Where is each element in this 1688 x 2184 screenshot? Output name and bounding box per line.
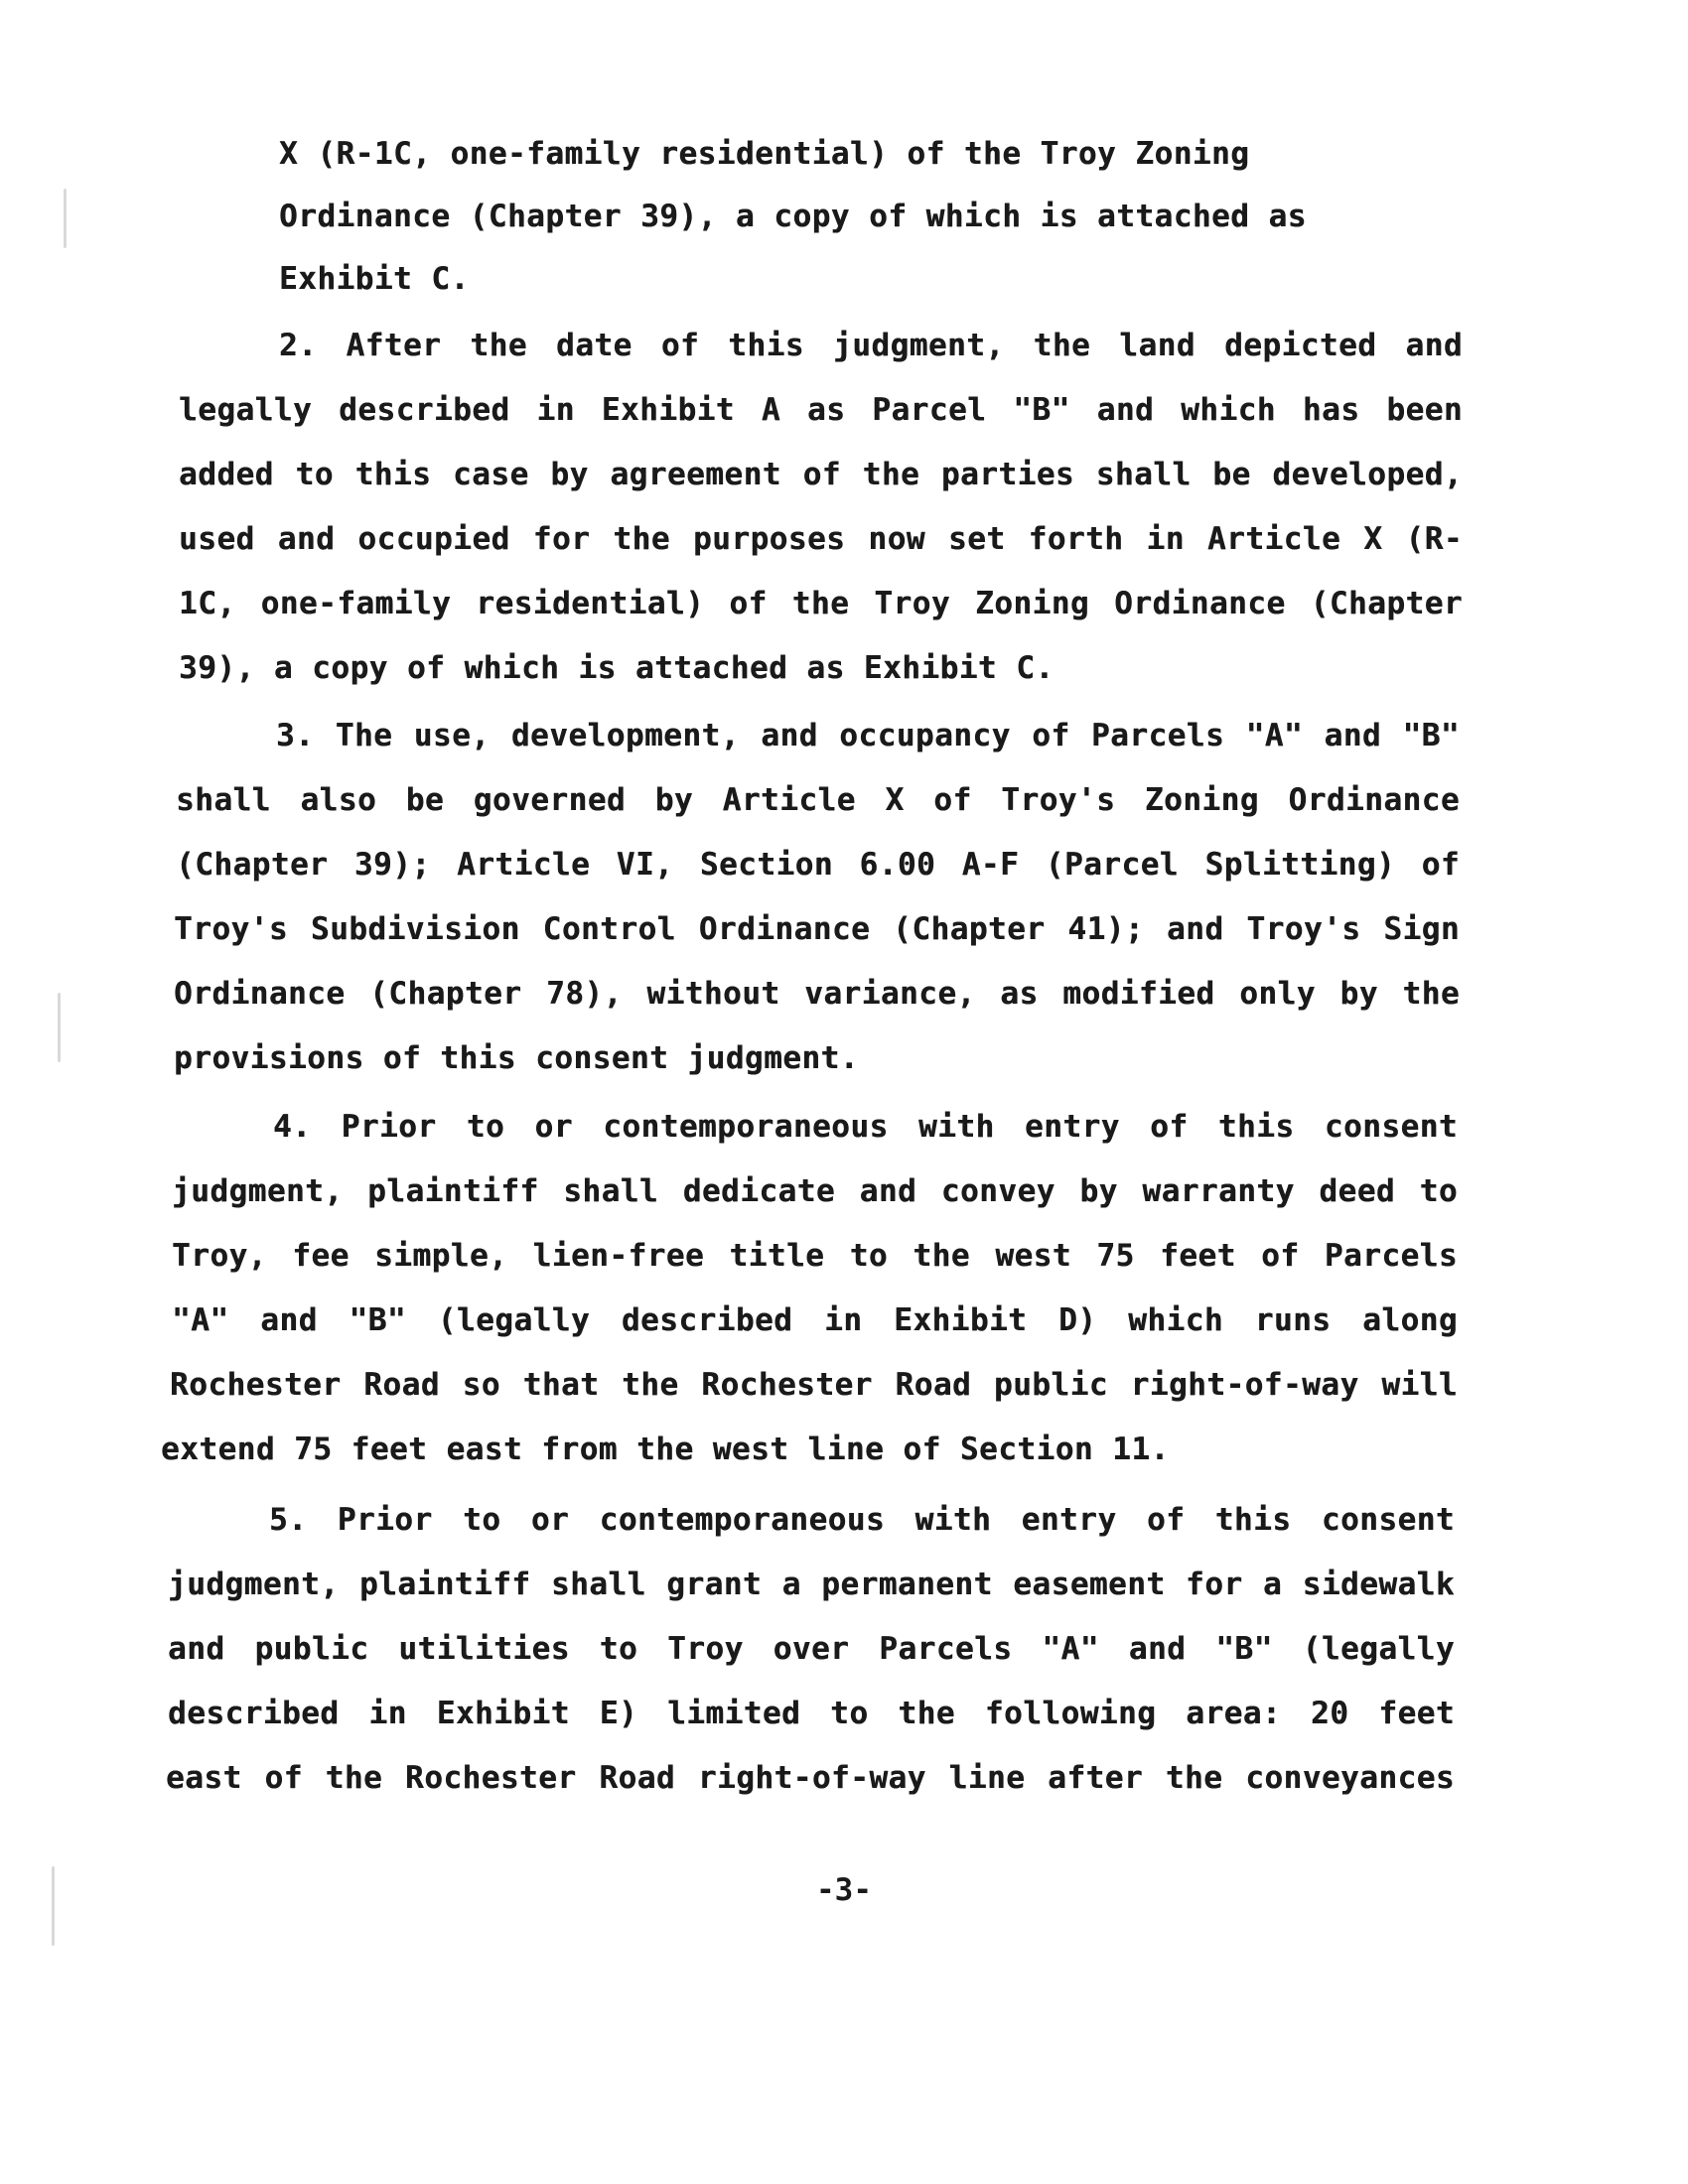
text-line-3: Exhibit C.: [279, 261, 470, 297]
text-line-9: 39), a copy of which is attached as Exhibit C.: [179, 650, 1055, 686]
scan-mark: [58, 993, 61, 1062]
text-line-24: and public utilities to Troy over Parcels "A" and "B" (legally: [168, 1631, 1455, 1667]
text-line-6: added to this case by agreement of the parties shall be developed,: [179, 457, 1463, 492]
text-line-21: extend 75 feet east from the west line of Section 11.: [161, 1432, 1170, 1467]
text-line-26: east of the Rochester Road right-of-way line after the conveyances: [166, 1760, 1455, 1796]
text-line-1: X (R-1C, one-family residential) of the Troy Zoning: [279, 136, 1250, 172]
text-line-7: used and occupied for the purposes now set forth in Article X (R-: [179, 521, 1463, 557]
text-line-8: 1C, one-family residential) of the Troy Zoning Ordinance (Chapter: [179, 586, 1463, 621]
text-line-17: judgment, plaintiff shall dedicate and convey by warranty deed to: [172, 1173, 1458, 1209]
text-line-2: Ordinance (Chapter 39), a copy of which is attached as: [279, 199, 1307, 234]
text-line-15: provisions of this consent judgment.: [174, 1040, 859, 1076]
page-number: -3-: [816, 1872, 872, 1908]
text-line-20: Rochester Road so that the Rochester Road public right-of-way will: [170, 1367, 1458, 1403]
text-line-14: Ordinance (Chapter 78), without variance, as modified only by the: [174, 976, 1460, 1012]
text-line-11: shall also be governed by Article X of Troy's Zoning Ordinance: [176, 782, 1460, 818]
text-line-25: described in Exhibit E) limited to the following area: 20 feet: [168, 1696, 1455, 1731]
text-line-16: 4. Prior to or contemporaneous with entry of this consent: [273, 1109, 1458, 1145]
text-line-19: "A" and "B" (legally described in Exhibit D) which runs along: [172, 1302, 1458, 1338]
text-line-13: Troy's Subdivision Control Ordinance (Chapter 41); and Troy's Sign: [174, 911, 1460, 947]
text-line-4: 2. After the date of this judgment, the land depicted and: [279, 328, 1463, 363]
scan-mark: [64, 189, 67, 248]
text-line-10: 3. The use, development, and occupancy of Parcels "A" and "B": [276, 718, 1460, 753]
text-line-22: 5. Prior to or contemporaneous with entry of this consent: [269, 1502, 1455, 1538]
text-line-18: Troy, fee simple, lien-free title to the west 75 feet of Parcels: [172, 1238, 1458, 1274]
text-line-12: (Chapter 39); Article VI, Section 6.00 A-F (Parcel Splitting) of: [176, 847, 1460, 883]
text-line-5: legally described in Exhibit A as Parcel "B" and which has been: [179, 392, 1463, 428]
text-line-23: judgment, plaintiff shall grant a permanent easement for a sidewalk: [168, 1567, 1455, 1602]
